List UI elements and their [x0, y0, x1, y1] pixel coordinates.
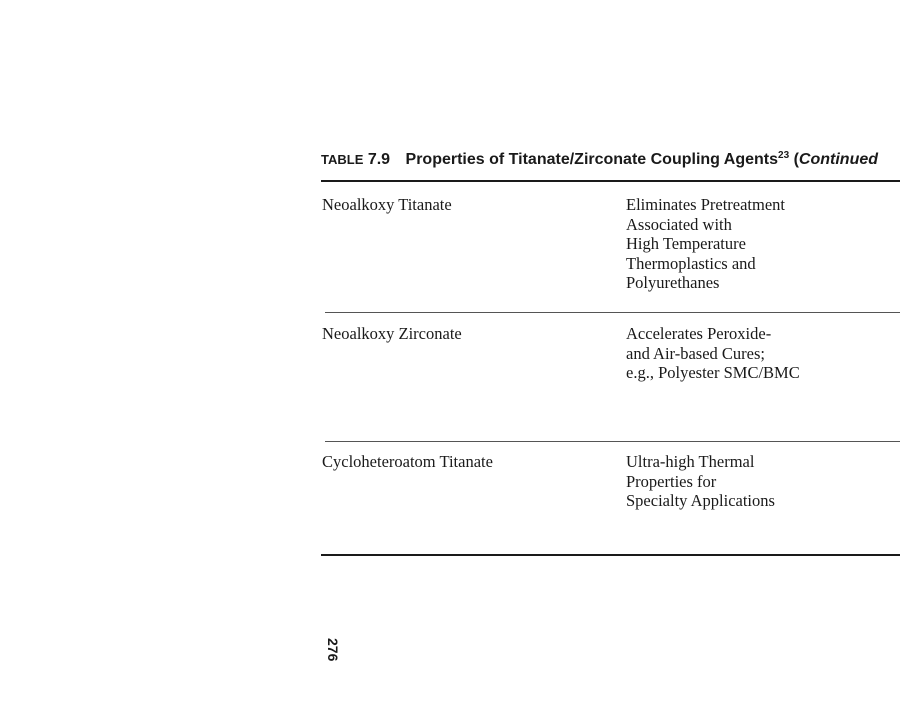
table-top-rule: [321, 180, 900, 182]
property-line: Eliminates Pretreatment: [626, 195, 785, 214]
continued-label: Continued: [798, 151, 879, 168]
agent-name: Cycloheteroatom Titanate: [322, 452, 493, 471]
property-line: e.g., Polyester SMC/BMC: [626, 363, 800, 382]
property-line: and Air-based Cures;: [626, 343, 765, 363]
property-line: Ultra-high Thermal: [626, 452, 755, 471]
agent-name: Neoalkoxy Titanate: [322, 195, 452, 214]
agent-properties: [626, 324, 800, 383]
row-divider: [325, 441, 900, 442]
agent-properties: [626, 195, 785, 293]
agent-properties: [626, 452, 775, 511]
property-line: Accelerates Peroxide-: [626, 324, 772, 343]
property-line: Properties for: [626, 471, 717, 491]
table-label: TABLE: [321, 152, 364, 167]
table-bottom-rule: [321, 554, 900, 556]
property-line: Specialty Applications: [626, 491, 775, 510]
table-reference: 23: [778, 150, 790, 161]
property-line: Associated with: [626, 214, 732, 234]
agent-name: Neoalkoxy Zirconate: [322, 324, 462, 343]
row-divider: [325, 312, 900, 313]
property-line: High Temperature: [626, 234, 746, 253]
table-number: 7.9: [367, 151, 391, 168]
property-line: Thermoplastics and: [626, 253, 756, 273]
page-number: 276: [325, 638, 341, 662]
table-title: Properties of Titanate/Zirconate Coupling Agents: [405, 151, 779, 168]
table-caption: [321, 150, 878, 170]
property-line: Polyurethanes: [626, 273, 720, 292]
continued-paren: (: [793, 151, 799, 168]
